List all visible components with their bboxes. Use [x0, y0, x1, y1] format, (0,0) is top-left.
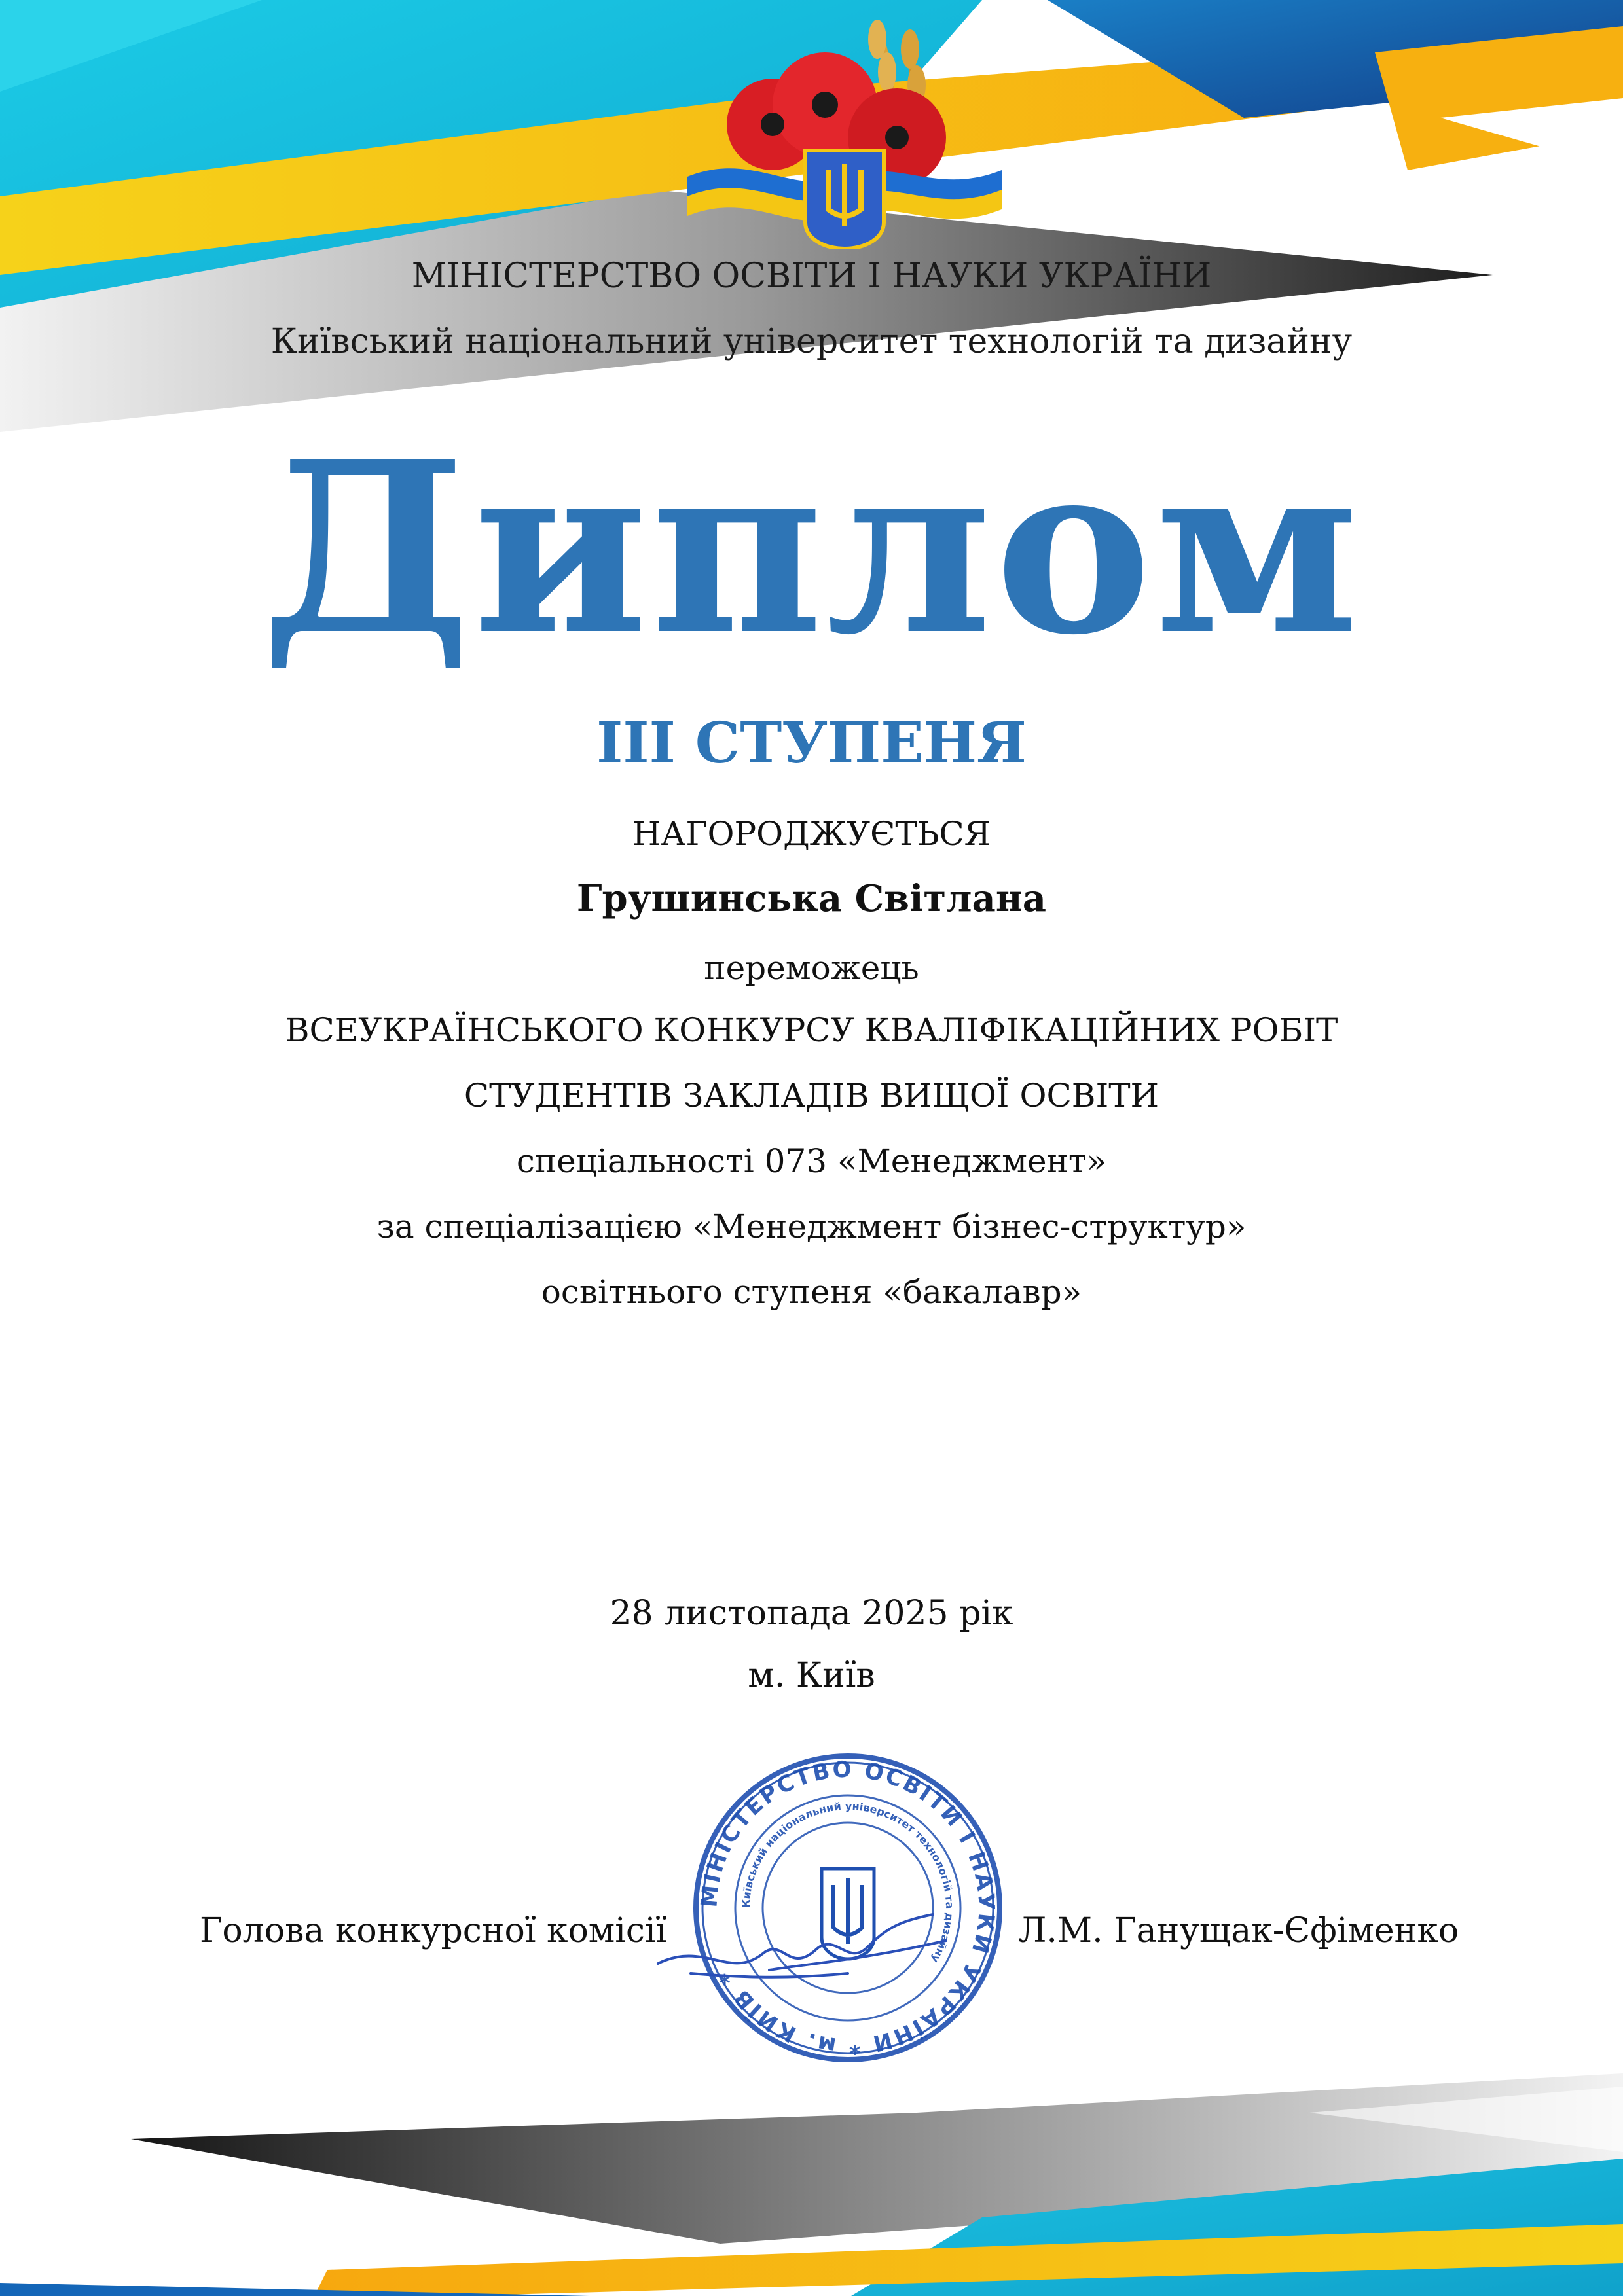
- diploma-title: Диплом: [261, 410, 1362, 687]
- signer-name: Л.М. Ганущак-Єфіменко: [1018, 1911, 1459, 1950]
- stamp-inner-text: Київський національний університет технологій та дизайну: [739, 1799, 957, 1965]
- winner-label: переможець: [704, 949, 919, 987]
- bottom-decoration: [0, 2073, 1623, 2296]
- contest-line-2: СТУДЕНТІВ ЗАКЛАДІВ ВИЩОЇ ОСВІТИ: [464, 1077, 1159, 1115]
- signer-role: Голова конкурсної комісії: [200, 1911, 667, 1950]
- trident-coat-of-arms-icon: [805, 151, 884, 249]
- contest-line-1: ВСЕУКРАЇНСЬКОГО КОНКУРСУ КВАЛІФІКАЦІЙНИХ РОБІТ: [285, 1011, 1338, 1049]
- awarded-label: НАГОРОДЖУЄТЬСЯ: [632, 815, 991, 853]
- ministry-heading: МІНІСТЕРСТВО ОСВІТИ І НАУКИ УКРАЇНИ: [411, 257, 1212, 296]
- university-heading: Київський національний університет технологій та дизайну: [270, 322, 1353, 361]
- degree-level-line: освітнього ступеня «бакалавр»: [541, 1273, 1082, 1311]
- emblem-logo: [661, 13, 1028, 249]
- diploma-degree: ІІІ СТУПЕНЯ: [596, 710, 1027, 776]
- award-date: 28 листопада 2025 рік: [610, 1594, 1013, 1633]
- specialty-line: спеціальності 073 «Менеджмент»: [516, 1142, 1107, 1180]
- handwritten-signature: [651, 1901, 953, 2000]
- recipient-name: Грушинська Світлана: [576, 877, 1047, 920]
- stamp-outer-text: МІНІСТЕРСТВО ОСВІТИ І НАУКИ УКРАЇНИ * м. КИЇВ *: [696, 1756, 1000, 2060]
- specialization-line: за спеціалізацією «Менеджмент бізнес-структур»: [376, 1208, 1247, 1246]
- award-city: м. Київ: [748, 1656, 875, 1695]
